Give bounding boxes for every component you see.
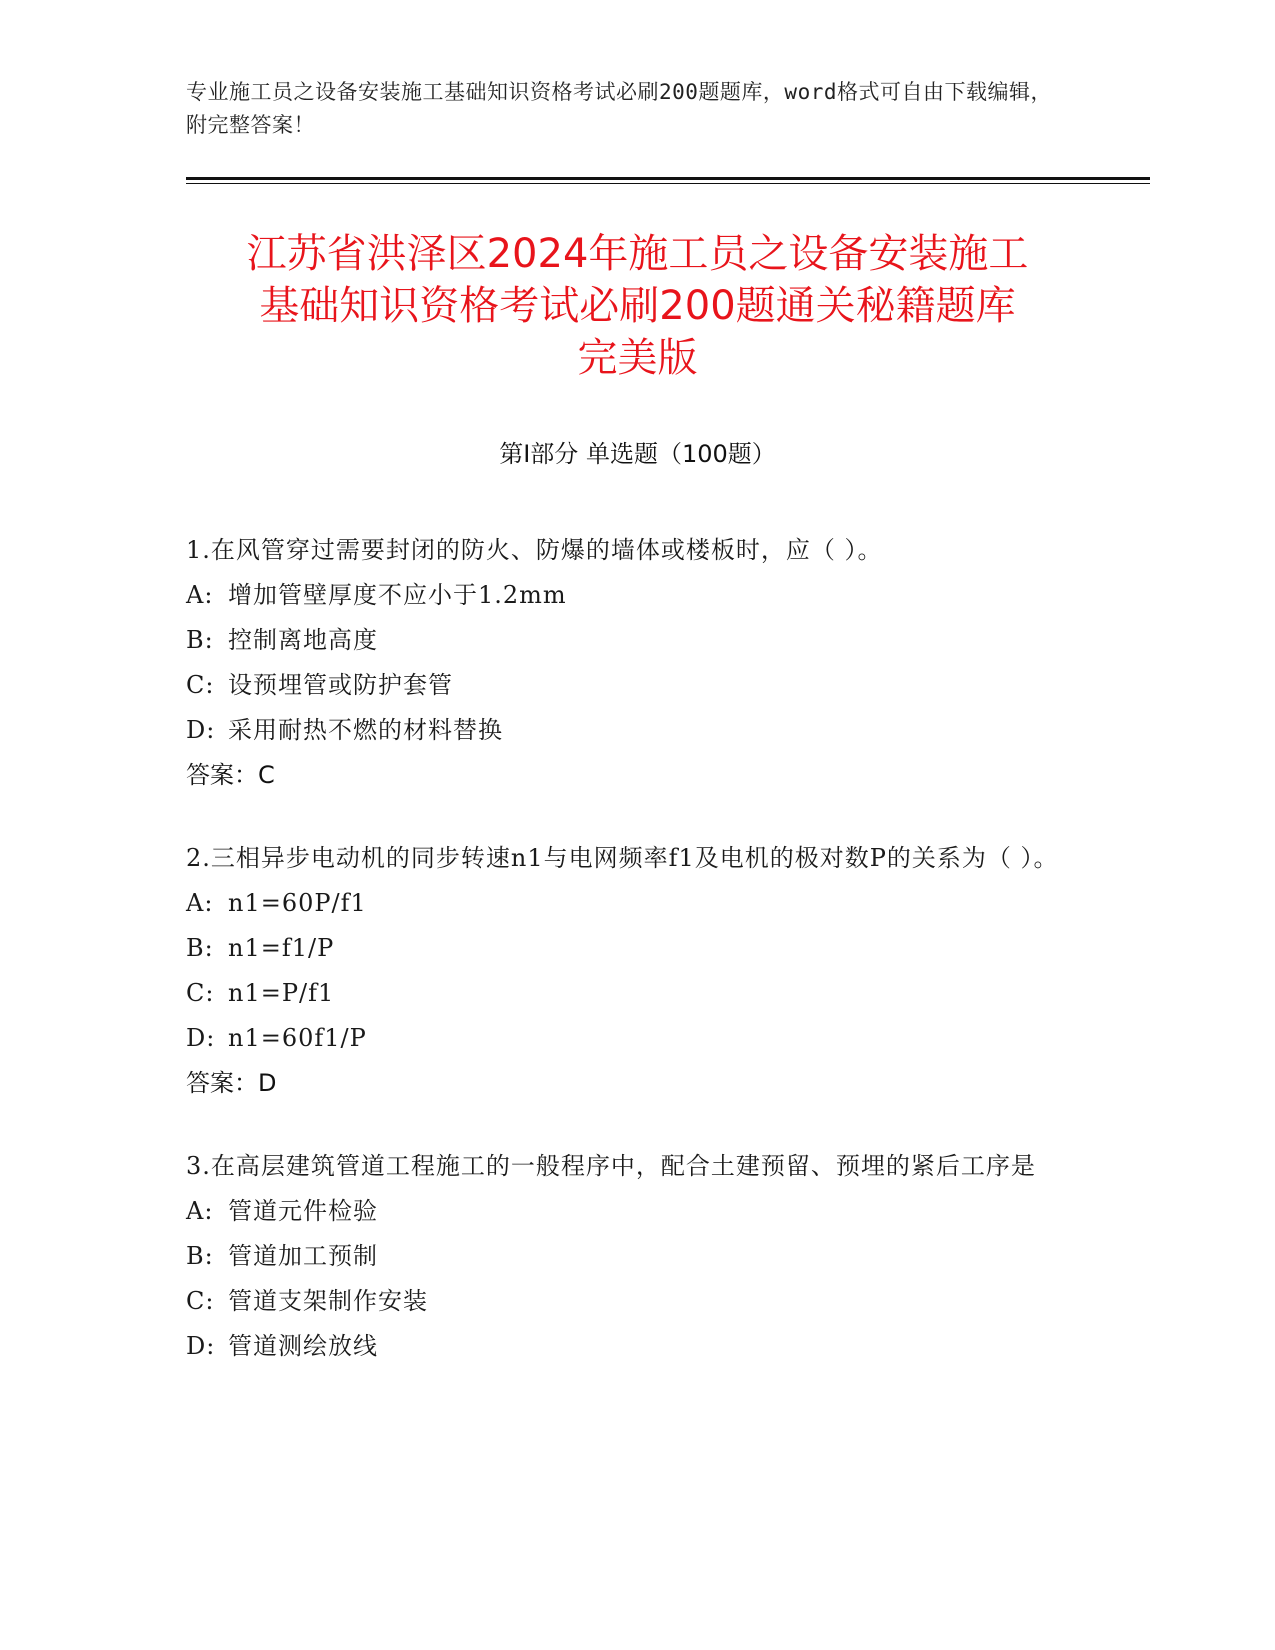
option-d xyxy=(186,1016,1076,1061)
question-3 xyxy=(186,1144,1076,1369)
option-text: 管道元件检验 xyxy=(228,1197,378,1225)
option-text: 管道测绘放线 xyxy=(228,1332,378,1360)
header-divider-thick xyxy=(186,177,1150,180)
option-text: 设预埋管或防护套管 xyxy=(228,671,453,699)
option-key: B: xyxy=(186,626,214,654)
option-text: 控制离地高度 xyxy=(228,626,378,654)
option-key: A: xyxy=(186,1197,214,1225)
option-b xyxy=(186,618,1076,663)
option-text: n1=f1/P xyxy=(228,934,335,962)
title-line: 完美版 xyxy=(577,335,698,381)
option-key: C: xyxy=(186,671,215,699)
option-c xyxy=(186,1279,1076,1324)
question-1 xyxy=(186,528,1076,798)
option-key: A: xyxy=(186,581,214,609)
option-key: C: xyxy=(186,1287,215,1315)
option-c xyxy=(186,663,1076,708)
question-stem: 1.在风管穿过需要封闭的防火、防爆的墙体或楼板时，应（ ）。 xyxy=(186,536,883,564)
option-c xyxy=(186,971,1076,1016)
answer-value: C xyxy=(258,761,275,789)
option-text: 增加管壁厚度不应小于1.2mm xyxy=(228,581,567,609)
option-text: 管道支架制作安装 xyxy=(228,1287,428,1315)
option-b xyxy=(186,1234,1076,1279)
option-key: C: xyxy=(186,979,215,1007)
document-title xyxy=(150,228,1125,384)
option-text: 管道加工预制 xyxy=(228,1242,378,1270)
section-heading: 第Ⅰ部分 单选题（100题） xyxy=(499,440,776,468)
option-key: A: xyxy=(186,889,214,917)
option-key: D: xyxy=(186,716,216,744)
option-text: n1=60f1/P xyxy=(228,1024,367,1052)
option-key: D: xyxy=(186,1332,216,1360)
answer-label: 答案： xyxy=(186,761,258,789)
option-d xyxy=(186,708,1076,753)
header-divider-thin xyxy=(186,183,1150,184)
option-a xyxy=(186,881,1076,926)
option-key: B: xyxy=(186,1242,214,1270)
title-line: 基础知识资格考试必刷200题通关秘籍题库 xyxy=(259,283,1016,329)
option-key: B: xyxy=(186,934,214,962)
answer-line xyxy=(186,1061,1076,1106)
question-stem: 2.三相异步电动机的同步转速n1与电网频率f1及电机的极对数P的关系为（ ）。 xyxy=(186,844,1059,872)
title-line: 江苏省洪泽区2024年施工员之设备安装施工 xyxy=(246,231,1029,277)
option-text: n1=P/f1 xyxy=(228,979,335,1007)
answer-value: D xyxy=(258,1069,277,1097)
option-d xyxy=(186,1324,1076,1369)
option-text: 采用耐热不燃的材料替换 xyxy=(228,716,503,744)
question-stem: 3.在高层建筑管道工程施工的一般程序中，配合土建预留、预埋的紧后工序是 xyxy=(186,1152,1036,1180)
option-a xyxy=(186,1189,1076,1234)
option-a xyxy=(186,573,1076,618)
option-b xyxy=(186,926,1076,971)
question-list xyxy=(186,528,1076,1407)
answer-line xyxy=(186,753,1076,798)
option-text: n1=60P/f1 xyxy=(228,889,367,917)
option-key: D: xyxy=(186,1024,216,1052)
question-2 xyxy=(186,836,1076,1106)
header-note: 专业施工员之设备安装施工基础知识资格考试必刷200题题库，word格式可自由下载编辑，附完整答案！ xyxy=(186,80,1052,137)
answer-label: 答案： xyxy=(186,1069,258,1097)
